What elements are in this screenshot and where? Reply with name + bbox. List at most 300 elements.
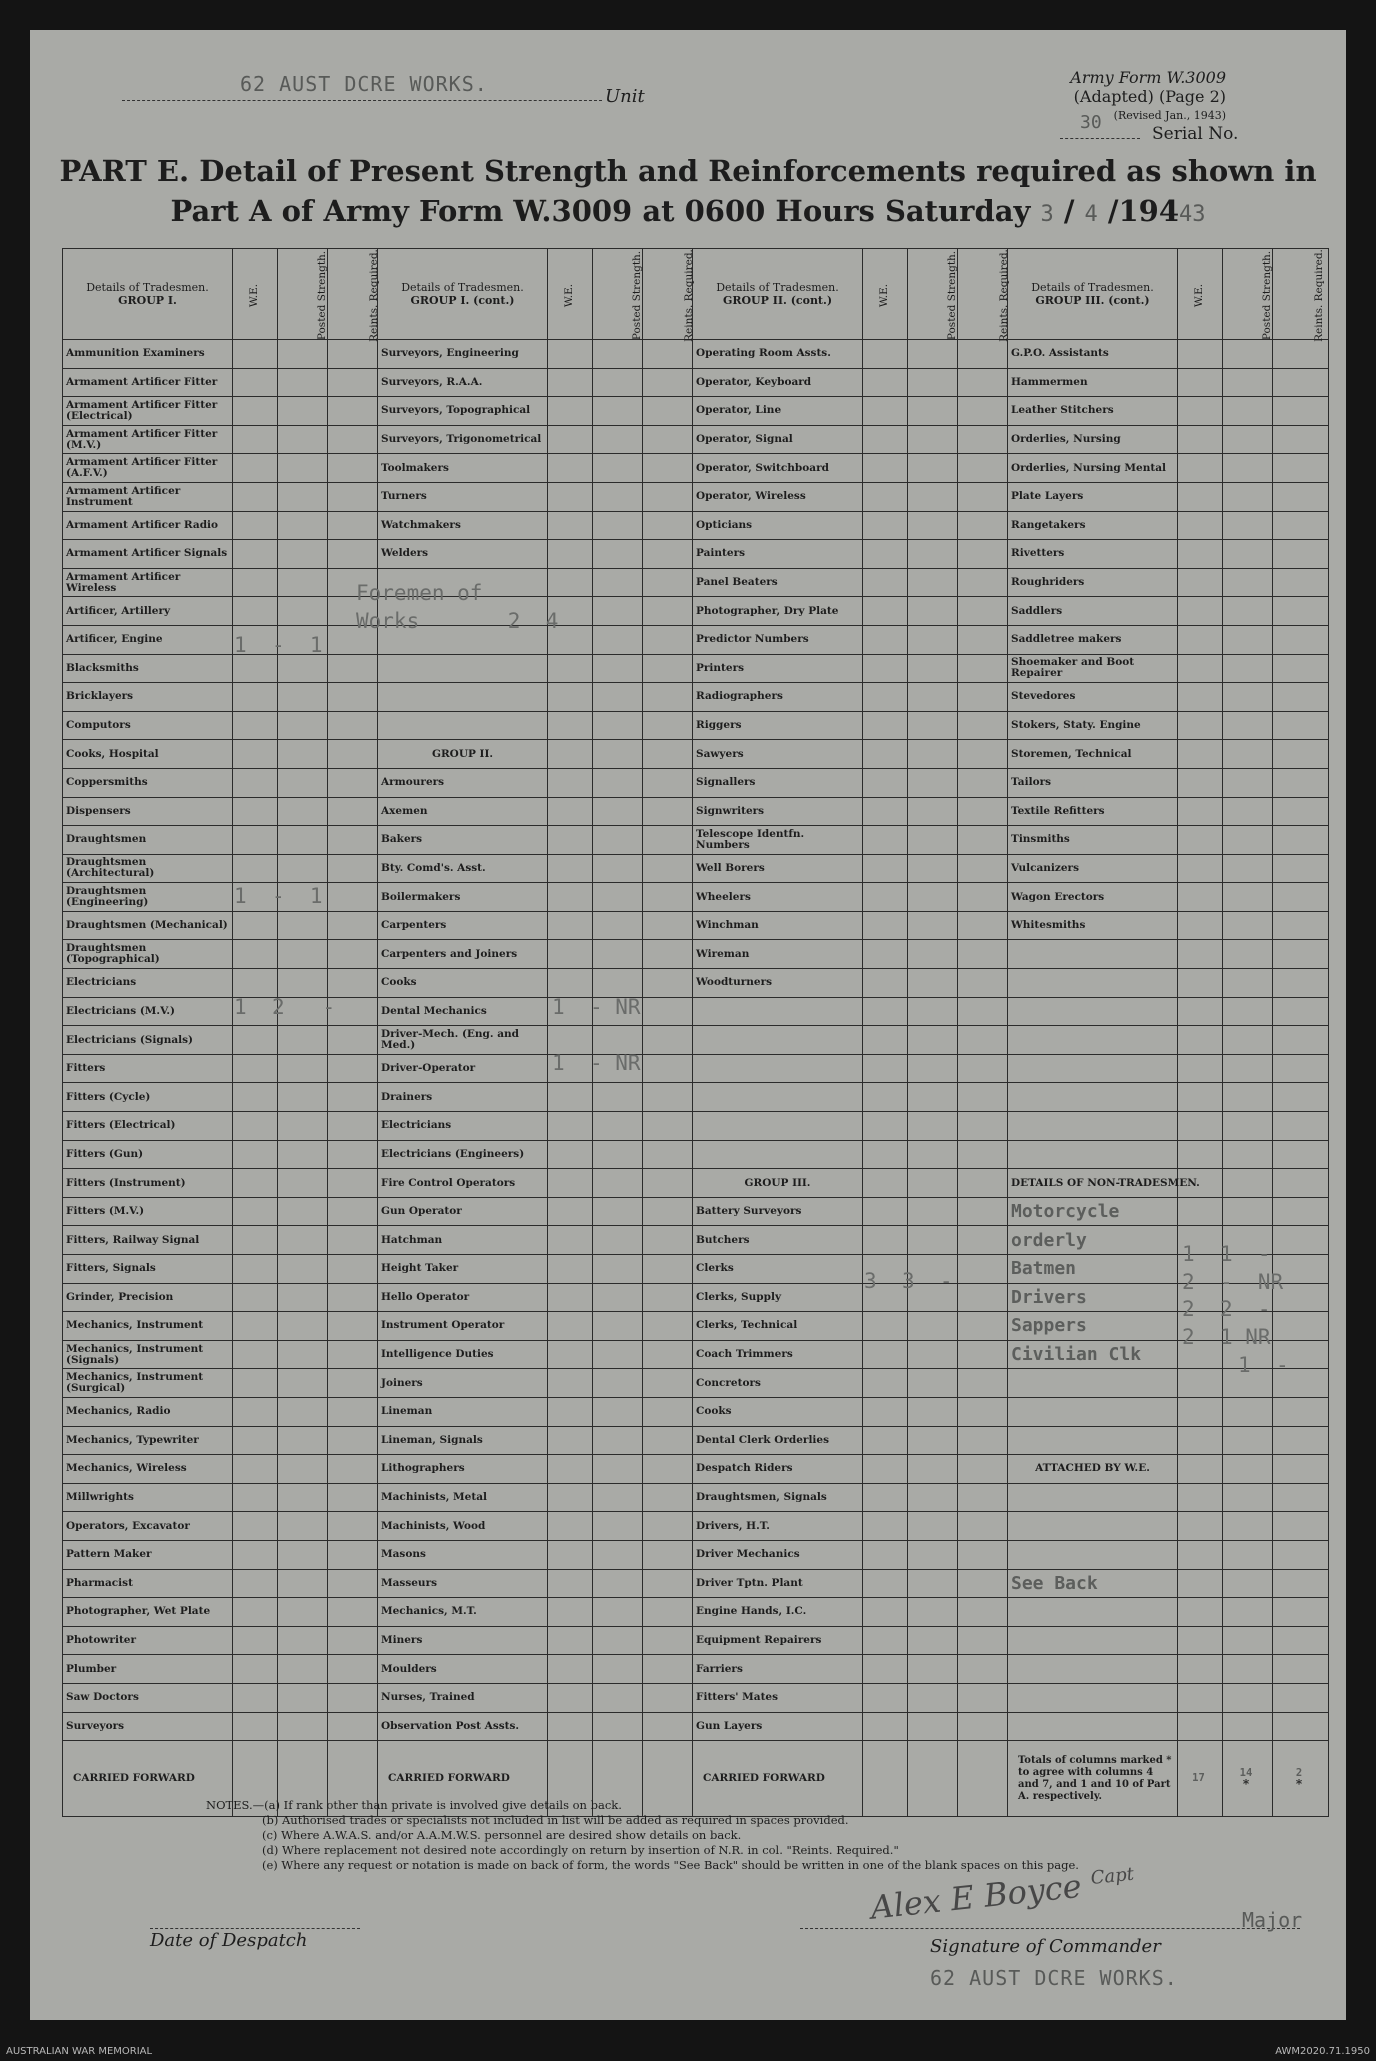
count-cell[interactable]: [908, 1655, 958, 1684]
count-cell[interactable]: [863, 1169, 908, 1198]
count-cell[interactable]: [278, 1255, 328, 1284]
count-cell[interactable]: [233, 1340, 278, 1369]
count-cell[interactable]: [1273, 826, 1329, 855]
count-cell[interactable]: [908, 1598, 958, 1627]
count-cell[interactable]: [233, 1026, 278, 1055]
count-cell[interactable]: [908, 397, 958, 426]
count-cell[interactable]: [328, 883, 378, 912]
count-cell[interactable]: [1178, 1197, 1223, 1226]
count-cell[interactable]: [643, 797, 693, 826]
count-cell[interactable]: [863, 683, 908, 712]
count-cell[interactable]: [1178, 940, 1223, 969]
count-cell[interactable]: [233, 597, 278, 626]
count-cell[interactable]: [643, 1026, 693, 1055]
count-cell[interactable]: [863, 1598, 908, 1627]
count-cell[interactable]: [548, 1312, 593, 1341]
count-cell[interactable]: [863, 540, 908, 569]
count-cell[interactable]: [233, 482, 278, 511]
count-cell[interactable]: [1223, 1112, 1273, 1141]
count-cell[interactable]: [328, 1340, 378, 1369]
count-cell[interactable]: [643, 1255, 693, 1284]
count-cell[interactable]: [1273, 340, 1329, 369]
count-cell[interactable]: [1273, 1455, 1329, 1484]
count-cell[interactable]: [548, 740, 593, 769]
count-cell[interactable]: [278, 1683, 328, 1712]
count-cell[interactable]: [908, 797, 958, 826]
count-cell[interactable]: [643, 1540, 693, 1569]
count-cell[interactable]: [278, 540, 328, 569]
count-cell[interactable]: [643, 1169, 693, 1198]
count-cell[interactable]: [548, 425, 593, 454]
count-cell[interactable]: [908, 1197, 958, 1226]
count-cell[interactable]: [233, 368, 278, 397]
count-cell[interactable]: [328, 1226, 378, 1255]
count-cell[interactable]: [908, 683, 958, 712]
count-cell[interactable]: [233, 540, 278, 569]
count-cell[interactable]: [278, 797, 328, 826]
count-cell[interactable]: [863, 883, 908, 912]
count-cell[interactable]: [593, 1626, 643, 1655]
count-cell[interactable]: [278, 1655, 328, 1684]
count-cell[interactable]: [863, 1655, 908, 1684]
count-cell[interactable]: [278, 1369, 328, 1398]
count-cell[interactable]: [233, 1312, 278, 1341]
count-cell[interactable]: [958, 1340, 1008, 1369]
count-cell[interactable]: [1178, 768, 1223, 797]
count-cell[interactable]: [643, 1598, 693, 1627]
count-cell[interactable]: [908, 911, 958, 940]
count-cell[interactable]: [593, 597, 643, 626]
count-cell[interactable]: [328, 1426, 378, 1455]
count-cell[interactable]: [1273, 1626, 1329, 1655]
count-cell[interactable]: [278, 940, 328, 969]
count-cell[interactable]: [328, 1197, 378, 1226]
count-cell[interactable]: [863, 740, 908, 769]
count-cell[interactable]: [1178, 797, 1223, 826]
count-cell[interactable]: [1178, 1512, 1223, 1541]
count-cell[interactable]: [548, 1197, 593, 1226]
count-cell[interactable]: [1178, 1140, 1223, 1169]
count-cell[interactable]: [1223, 854, 1273, 883]
count-cell[interactable]: [863, 1197, 908, 1226]
count-cell[interactable]: [593, 1455, 643, 1484]
count-cell[interactable]: [958, 454, 1008, 483]
count-cell[interactable]: [593, 1197, 643, 1226]
count-cell[interactable]: [1273, 997, 1329, 1026]
count-cell[interactable]: [233, 911, 278, 940]
count-cell[interactable]: [328, 1255, 378, 1284]
count-cell[interactable]: [908, 826, 958, 855]
count-cell[interactable]: [908, 768, 958, 797]
count-cell[interactable]: [958, 1226, 1008, 1255]
count-cell[interactable]: [958, 597, 1008, 626]
count-cell[interactable]: [1223, 1569, 1273, 1598]
count-cell[interactable]: [1223, 1655, 1273, 1684]
count-cell[interactable]: [233, 397, 278, 426]
count-cell[interactable]: [1223, 797, 1273, 826]
count-cell[interactable]: [958, 1140, 1008, 1169]
count-cell[interactable]: [593, 683, 643, 712]
count-cell[interactable]: [328, 1169, 378, 1198]
count-cell[interactable]: [233, 1255, 278, 1284]
count-cell[interactable]: [1178, 1026, 1223, 1055]
count-cell[interactable]: [908, 854, 958, 883]
count-cell[interactable]: [958, 997, 1008, 1026]
count-cell[interactable]: [1273, 482, 1329, 511]
count-cell[interactable]: [548, 1712, 593, 1741]
count-cell[interactable]: [233, 1455, 278, 1484]
count-cell[interactable]: [1223, 568, 1273, 597]
count-cell[interactable]: [548, 368, 593, 397]
count-cell[interactable]: [593, 940, 643, 969]
count-cell[interactable]: [548, 568, 593, 597]
count-cell[interactable]: [958, 1598, 1008, 1627]
count-cell[interactable]: [1223, 597, 1273, 626]
count-cell[interactable]: [328, 740, 378, 769]
count-cell[interactable]: [548, 654, 593, 683]
count-cell[interactable]: [1223, 740, 1273, 769]
count-cell[interactable]: [1223, 1455, 1273, 1484]
count-cell[interactable]: [908, 740, 958, 769]
count-cell[interactable]: [958, 683, 1008, 712]
count-cell[interactable]: [1223, 1083, 1273, 1112]
count-cell[interactable]: [1273, 1712, 1329, 1741]
count-cell[interactable]: [908, 1369, 958, 1398]
count-cell[interactable]: [593, 711, 643, 740]
count-cell[interactable]: [233, 1540, 278, 1569]
count-cell[interactable]: [1178, 540, 1223, 569]
count-cell[interactable]: [278, 740, 328, 769]
count-cell[interactable]: [958, 1455, 1008, 1484]
count-cell[interactable]: [958, 1054, 1008, 1083]
count-cell[interactable]: [593, 397, 643, 426]
count-cell[interactable]: [593, 1512, 643, 1541]
count-cell[interactable]: [233, 1683, 278, 1712]
count-cell[interactable]: [278, 482, 328, 511]
count-cell[interactable]: [1223, 1054, 1273, 1083]
count-cell[interactable]: [328, 911, 378, 940]
count-cell[interactable]: [1273, 1026, 1329, 1055]
count-cell[interactable]: [593, 1683, 643, 1712]
count-cell[interactable]: [278, 1340, 328, 1369]
count-cell[interactable]: [328, 1626, 378, 1655]
count-cell[interactable]: [908, 625, 958, 654]
count-cell[interactable]: [328, 454, 378, 483]
count-cell[interactable]: [328, 969, 378, 998]
count-cell[interactable]: [328, 482, 378, 511]
count-cell[interactable]: [643, 1512, 693, 1541]
count-cell[interactable]: [1178, 1655, 1223, 1684]
count-cell[interactable]: [863, 854, 908, 883]
count-cell[interactable]: [233, 1598, 278, 1627]
count-cell[interactable]: [328, 1540, 378, 1569]
count-cell[interactable]: [328, 1397, 378, 1426]
count-cell[interactable]: [863, 511, 908, 540]
count-cell[interactable]: [548, 969, 593, 998]
count-cell[interactable]: [328, 540, 378, 569]
count-cell[interactable]: [863, 340, 908, 369]
count-cell[interactable]: [908, 1626, 958, 1655]
count-cell[interactable]: [1178, 1683, 1223, 1712]
count-cell[interactable]: [863, 768, 908, 797]
count-cell[interactable]: [863, 940, 908, 969]
count-cell[interactable]: [1223, 997, 1273, 1026]
count-cell[interactable]: [1223, 654, 1273, 683]
count-cell[interactable]: [1273, 625, 1329, 654]
count-cell[interactable]: [233, 1397, 278, 1426]
count-cell[interactable]: [328, 940, 378, 969]
count-cell[interactable]: [233, 797, 278, 826]
count-cell[interactable]: [1273, 1683, 1329, 1712]
count-cell[interactable]: [1178, 1598, 1223, 1627]
count-cell[interactable]: [233, 1626, 278, 1655]
count-cell[interactable]: [643, 1140, 693, 1169]
count-cell[interactable]: [328, 1655, 378, 1684]
count-cell[interactable]: [958, 1712, 1008, 1741]
count-cell[interactable]: [958, 425, 1008, 454]
count-cell[interactable]: [643, 1340, 693, 1369]
count-cell[interactable]: [908, 482, 958, 511]
count-cell[interactable]: [958, 1626, 1008, 1655]
count-cell[interactable]: [908, 1426, 958, 1455]
count-cell[interactable]: [1273, 540, 1329, 569]
count-cell[interactable]: [593, 1226, 643, 1255]
count-cell[interactable]: [278, 826, 328, 855]
count-cell[interactable]: [328, 797, 378, 826]
count-cell[interactable]: [278, 1283, 328, 1312]
count-cell[interactable]: [643, 1283, 693, 1312]
count-cell[interactable]: [278, 597, 328, 626]
count-cell[interactable]: [1223, 683, 1273, 712]
count-cell[interactable]: [1223, 883, 1273, 912]
count-cell[interactable]: [233, 1140, 278, 1169]
count-cell[interactable]: [1223, 454, 1273, 483]
count-cell[interactable]: [328, 683, 378, 712]
count-cell[interactable]: [278, 1026, 328, 1055]
count-cell[interactable]: [548, 1283, 593, 1312]
count-cell[interactable]: [1273, 1140, 1329, 1169]
count-cell[interactable]: [908, 1140, 958, 1169]
count-cell[interactable]: [1178, 340, 1223, 369]
count-cell[interactable]: [908, 711, 958, 740]
count-cell[interactable]: [548, 1683, 593, 1712]
count-cell[interactable]: [548, 883, 593, 912]
count-cell[interactable]: [1223, 940, 1273, 969]
count-cell[interactable]: [958, 911, 1008, 940]
count-cell[interactable]: [863, 1483, 908, 1512]
count-cell[interactable]: [278, 854, 328, 883]
count-cell[interactable]: [643, 1312, 693, 1341]
count-cell[interactable]: [958, 511, 1008, 540]
count-cell[interactable]: [278, 425, 328, 454]
count-cell[interactable]: [593, 482, 643, 511]
count-cell[interactable]: [548, 1655, 593, 1684]
count-cell[interactable]: [908, 1054, 958, 1083]
count-cell[interactable]: [233, 568, 278, 597]
count-cell[interactable]: [1178, 597, 1223, 626]
count-cell[interactable]: [593, 1283, 643, 1312]
count-cell[interactable]: [233, 425, 278, 454]
count-cell[interactable]: [1223, 1483, 1273, 1512]
count-cell[interactable]: [1273, 1112, 1329, 1141]
count-cell[interactable]: [1178, 1112, 1223, 1141]
count-cell[interactable]: [548, 1226, 593, 1255]
count-cell[interactable]: [593, 1598, 643, 1627]
count-cell[interactable]: [548, 540, 593, 569]
count-cell[interactable]: [548, 1455, 593, 1484]
count-cell[interactable]: [643, 911, 693, 940]
count-cell[interactable]: [1273, 397, 1329, 426]
count-cell[interactable]: [328, 1083, 378, 1112]
count-cell[interactable]: [1273, 1197, 1329, 1226]
count-cell[interactable]: [908, 1083, 958, 1112]
count-cell[interactable]: [233, 1483, 278, 1512]
count-cell[interactable]: [1223, 397, 1273, 426]
count-cell[interactable]: [233, 768, 278, 797]
count-cell[interactable]: [1178, 511, 1223, 540]
count-cell[interactable]: [863, 1054, 908, 1083]
count-cell[interactable]: [908, 1569, 958, 1598]
count-cell[interactable]: [643, 1569, 693, 1598]
count-cell[interactable]: [328, 1369, 378, 1398]
count-cell[interactable]: [1273, 1569, 1329, 1598]
count-cell[interactable]: [278, 1712, 328, 1741]
count-cell[interactable]: [863, 1026, 908, 1055]
count-cell[interactable]: [328, 1483, 378, 1512]
count-cell[interactable]: [593, 1083, 643, 1112]
count-cell[interactable]: [593, 911, 643, 940]
count-cell[interactable]: [643, 854, 693, 883]
count-cell[interactable]: [958, 711, 1008, 740]
count-cell[interactable]: [548, 482, 593, 511]
count-cell[interactable]: [1178, 854, 1223, 883]
count-cell[interactable]: [863, 969, 908, 998]
count-cell[interactable]: [958, 1540, 1008, 1569]
count-cell[interactable]: [1273, 654, 1329, 683]
count-cell[interactable]: [908, 1169, 958, 1198]
count-cell[interactable]: [643, 1426, 693, 1455]
count-cell[interactable]: [863, 911, 908, 940]
count-cell[interactable]: [1223, 1512, 1273, 1541]
count-cell[interactable]: [1273, 797, 1329, 826]
count-cell[interactable]: [1178, 1083, 1223, 1112]
count-cell[interactable]: [328, 654, 378, 683]
count-cell[interactable]: [1178, 1397, 1223, 1426]
count-cell[interactable]: [1178, 1483, 1223, 1512]
count-cell[interactable]: [548, 397, 593, 426]
count-cell[interactable]: [863, 397, 908, 426]
count-cell[interactable]: [1273, 969, 1329, 998]
count-cell[interactable]: [863, 1712, 908, 1741]
count-cell[interactable]: [548, 1569, 593, 1598]
count-cell[interactable]: [593, 654, 643, 683]
count-cell[interactable]: [1178, 1626, 1223, 1655]
count-cell[interactable]: [593, 854, 643, 883]
count-cell[interactable]: [1223, 826, 1273, 855]
count-cell[interactable]: [643, 368, 693, 397]
count-cell[interactable]: [593, 568, 643, 597]
count-cell[interactable]: [1178, 1455, 1223, 1484]
count-cell[interactable]: [863, 797, 908, 826]
count-cell[interactable]: [958, 568, 1008, 597]
count-cell[interactable]: [908, 511, 958, 540]
count-cell[interactable]: [328, 1683, 378, 1712]
count-cell[interactable]: [593, 1655, 643, 1684]
count-cell[interactable]: [908, 340, 958, 369]
count-cell[interactable]: [1178, 625, 1223, 654]
count-cell[interactable]: [328, 1112, 378, 1141]
count-cell[interactable]: [278, 1455, 328, 1484]
count-cell[interactable]: [593, 969, 643, 998]
count-cell[interactable]: [1273, 940, 1329, 969]
count-cell[interactable]: [1178, 740, 1223, 769]
count-cell[interactable]: [548, 1169, 593, 1198]
count-cell[interactable]: [958, 1197, 1008, 1226]
count-cell[interactable]: [958, 1283, 1008, 1312]
count-cell[interactable]: [233, 340, 278, 369]
count-cell[interactable]: [233, 1197, 278, 1226]
count-cell[interactable]: [863, 368, 908, 397]
count-cell[interactable]: [863, 1083, 908, 1112]
count-cell[interactable]: [908, 883, 958, 912]
count-cell[interactable]: [233, 1426, 278, 1455]
count-cell[interactable]: [863, 568, 908, 597]
count-cell[interactable]: [863, 1312, 908, 1341]
count-cell[interactable]: [863, 826, 908, 855]
count-cell[interactable]: [593, 1112, 643, 1141]
count-cell[interactable]: [233, 969, 278, 998]
count-cell[interactable]: [593, 625, 643, 654]
count-cell[interactable]: [278, 568, 328, 597]
count-cell[interactable]: [1273, 1226, 1329, 1255]
count-cell[interactable]: [1273, 1598, 1329, 1627]
count-cell[interactable]: [1178, 1540, 1223, 1569]
count-cell[interactable]: [863, 1112, 908, 1141]
count-cell[interactable]: [593, 883, 643, 912]
count-cell[interactable]: [233, 854, 278, 883]
count-cell[interactable]: [958, 826, 1008, 855]
count-cell[interactable]: [1273, 1483, 1329, 1512]
count-cell[interactable]: [233, 1169, 278, 1198]
count-cell[interactable]: [328, 397, 378, 426]
count-cell[interactable]: [958, 1655, 1008, 1684]
count-cell[interactable]: [593, 511, 643, 540]
count-cell[interactable]: [233, 1226, 278, 1255]
count-cell[interactable]: [1178, 1054, 1223, 1083]
count-cell[interactable]: [863, 1340, 908, 1369]
count-cell[interactable]: [233, 1512, 278, 1541]
count-cell[interactable]: [1178, 368, 1223, 397]
count-cell[interactable]: [863, 997, 908, 1026]
count-cell[interactable]: [593, 1340, 643, 1369]
count-cell[interactable]: [908, 940, 958, 969]
count-cell[interactable]: [593, 1255, 643, 1284]
count-cell[interactable]: [863, 654, 908, 683]
count-cell[interactable]: [643, 768, 693, 797]
count-cell[interactable]: [548, 826, 593, 855]
count-cell[interactable]: [863, 597, 908, 626]
count-cell[interactable]: [643, 940, 693, 969]
count-cell[interactable]: [643, 826, 693, 855]
count-cell[interactable]: [328, 1054, 378, 1083]
count-cell[interactable]: [1273, 1312, 1329, 1341]
count-cell[interactable]: [643, 1083, 693, 1112]
count-cell[interactable]: [278, 454, 328, 483]
count-cell[interactable]: [958, 1255, 1008, 1284]
count-cell[interactable]: [863, 711, 908, 740]
count-cell[interactable]: [908, 1712, 958, 1741]
count-cell[interactable]: [278, 1054, 328, 1083]
